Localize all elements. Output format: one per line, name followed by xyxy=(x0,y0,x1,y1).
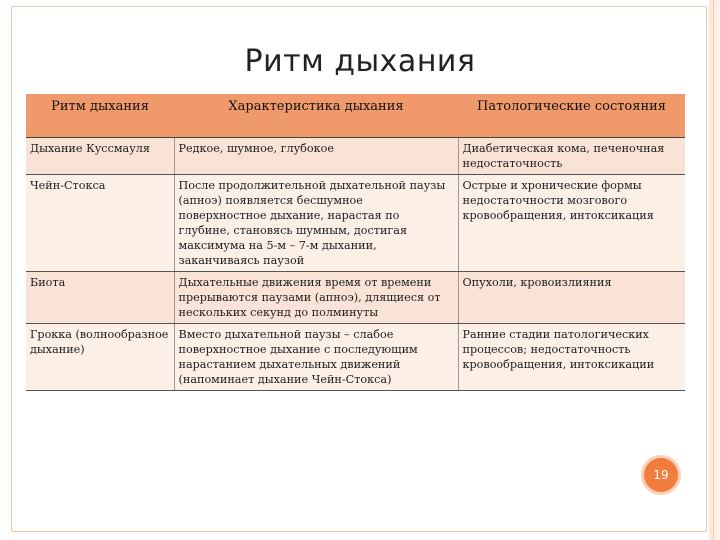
cell-rhythm: Грокка (волнообразное дыхание) xyxy=(26,324,174,391)
cell-characteristic: После продолжительной дыхательной паузы (апноэ) появляется бесшумное поверхностное дыхание, нарастая по глубине, становясь шумным, достигая максимума на 5-м – 7-м дыхании, заканчиваясь паузой xyxy=(174,175,458,272)
decorative-side-bar xyxy=(709,0,720,540)
table-row xyxy=(26,138,685,175)
cell-conditions: Острые и хронические формы недостаточности мозгового кровообращения, интоксикация xyxy=(458,175,685,272)
cell-rhythm: Дыхание Куссмауля xyxy=(26,138,174,175)
table-header-row xyxy=(26,94,685,138)
cell-characteristic: Вместо дыхательной паузы – слабое поверхностное дыхание с последующим нарастанием дыхательных движений (напоминает дыхание Чейн-Стокса) xyxy=(174,324,458,391)
cell-characteristic: Редкое, шумное, глубокое xyxy=(174,138,458,175)
cell-conditions: Опухоли, кровоизлияния xyxy=(458,272,685,324)
header-rhythm: Ритм дыхания xyxy=(26,94,174,138)
table-row xyxy=(26,324,685,391)
cell-characteristic: Дыхательные движения время от времени прерываются паузами (апноэ), длящиеся от нескольких секунд до полминуты xyxy=(174,272,458,324)
header-conditions: Патологические состояния xyxy=(458,94,685,138)
table-row xyxy=(26,272,685,324)
cell-rhythm: Биота xyxy=(26,272,174,324)
header-characteristic: Характеристика дыхания xyxy=(174,94,458,138)
slide-title: Ритм дыхания xyxy=(244,44,476,79)
cell-conditions: Диабетическая кома, печеночная недостаточность xyxy=(458,138,685,175)
cell-rhythm: Чейн-Стокса xyxy=(26,175,174,272)
breathing-rhythm-table xyxy=(26,94,685,391)
cell-conditions: Ранние стадии патологических процессов; недостаточность кровообращения, интоксикации xyxy=(458,324,685,391)
page-number-badge: 19 xyxy=(641,455,681,495)
table-row xyxy=(26,175,685,272)
